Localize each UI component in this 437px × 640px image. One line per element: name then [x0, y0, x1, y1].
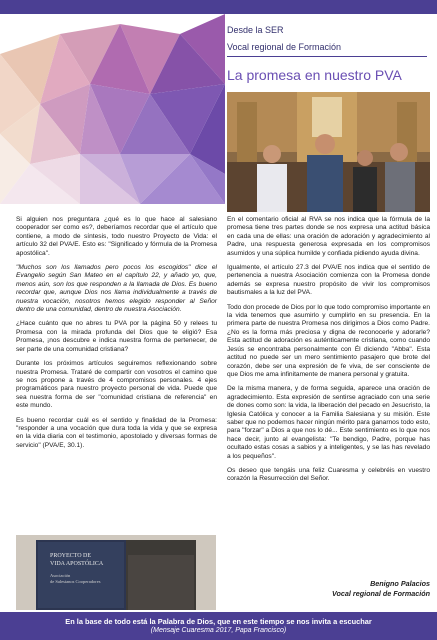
paragraph: Durante los próximos artículos seguiremos reflexionando sobre nuestra Promesa. Trataré de compartir con vosotros el camino que se nos propone a través de 4 compromisos personales. 4 ejes programáticos para nuestro proyecto personal de vida. Puede que sea nuestra forma de ser "comunidad cristiana de referencia" en este mundo. — [16, 360, 217, 410]
author-name: Benigno Palacios — [370, 579, 430, 588]
paragraph: En el comentario oficial al RVA se nos indica que la fórmula de la promesa tiene tres partes donde se nos expresa una actitud básica en cada una de ellas: una oración de adoración y agradecimiento al Padre, una respuesta generosa expresada en los compromisos asumidos y una súplica humilde y confiada pidiendo ayuda divina. — [227, 216, 430, 257]
article-title: La promesa en nuestro PVA — [227, 67, 402, 83]
group-photo — [227, 92, 430, 212]
book-photo — [16, 535, 216, 610]
decorative-polygon-art — [0, 14, 225, 204]
paragraph: Igualmente, el artículo 27.3 del PVA/E nos indica que el sentido de pertenencia a nuestra Asociación comienza con la Promesa donde además se expresa nuestro propósito de vivir los compromisos bautismales a la luz del PVA. — [227, 264, 430, 297]
paragraph: De la misma manera, y de forma seguida, aparece una oración de agradecimiento. Esta expresión de sentirse agraciado con una serie de dones como son: la vida, la liberación del pecado en Jesucristo, la Iglesia Católica y conocer a la Familia Salesiana y su misión. Este saber que no podemos hacer ningún mérito para ganarnos todo esto, para "forzar" a Dios a que nos lo dé... Este sentimiento es lo que nos hace decir, junto al evangelista: "Te bendigo, Padre, porque has ocultado estas cosas a sabios y a inteligentes, y se las has revelado a los pequeños". — [227, 385, 430, 460]
left-column — [16, 216, 217, 456]
right-column — [227, 216, 430, 490]
book-subtitle-line1: Asociación — [50, 573, 71, 578]
paragraph: ¿Hace cuánto que no abres tu PVA por la página 50 y relees tu Promesa con la mirada profunda del Dios que te eligió? Esa Promesa, ¡nos descubre e indica nuestra forma de pertenecer, de ser parte de una comunidad cristiana? — [16, 320, 217, 353]
book-title-line1: PROYECTO DE — [50, 553, 92, 559]
header-divider — [227, 56, 427, 57]
paragraph: Es bueno recordar cuál es el sentido y finalidad de la Promesa: "responder a una vocación que dura toda la vida y que se expresa en la vida diaria con el testimonio, apostolado y diversas formas de servicio" (PVA/E, 30.1). — [16, 416, 217, 449]
section-subtitle: Vocal regional de Formación — [227, 42, 342, 52]
author-role: Vocal regional de Formación — [332, 589, 430, 598]
top-bar — [0, 0, 437, 14]
section-title: Desde la SER — [227, 25, 284, 35]
footer-quote: En la base de todo está la Palabra de Dios, que en este tiempo se nos invita a escuchar — [65, 617, 372, 626]
paragraph: "Muchos son los llamados pero pocos los escogidos" dice el Evangelio según San Mateo en el capítulo 22, y añado yo, que, menos aún, son los que responden a la llamada de Dios. Es bueno recordar que, aunque Dios nos llama individualmente a través de nuestra vocación, nosotros hemos elegido responder al Señor dentro de una comunidad, dentro de nuestra Asociación. — [16, 264, 217, 314]
book-subtitle-line2: de Salesianos Cooperadores — [50, 579, 101, 584]
footer-source: (Mensaje Cuaresma 2017, Papa Francisco) — [150, 627, 287, 634]
book-title-line2: VIDA APOSTÓLICA — [50, 561, 104, 567]
paragraph: Todo don procede de Dios por lo que todo compromiso importante en la vida tenemos que asumirlo y cumplirlo en su presencia. En la primera parte de nuestra Promesa nos dirigimos a Dios como Padre. ¿No es la forma más preciosa y digna de reconocerle y adorarle? Esta actitud de adoración es auténticamente cristiana, como cuando Jesús se encontraba personalmente con Él diciendo "Abba". Esta actitud no puede ser un mero sentimiento pasajero que brote del corazón, debe ser una expresión de fe viva, de ser consciente de que Dios me ama infinitamente de manera personal y gratuita. — [227, 303, 430, 378]
paragraph: Os deseo que tengáis una feliz Cuaresma y celebréis en vuestro corazón la Resurrección del Señor. — [227, 466, 430, 483]
footer-quote-banner — [0, 612, 437, 640]
paragraph: Si alguien nos preguntara ¿qué es lo que hace al salesiano cooperador ser como es?, deberíamos recordar que el artículo que contiene, a modo de síntesis, todo nuestro Proyecto de Vida: el artículo 32 del PVA/E. Esto es: "Significado y fórmula de la Promesa apostólica". — [16, 216, 217, 257]
